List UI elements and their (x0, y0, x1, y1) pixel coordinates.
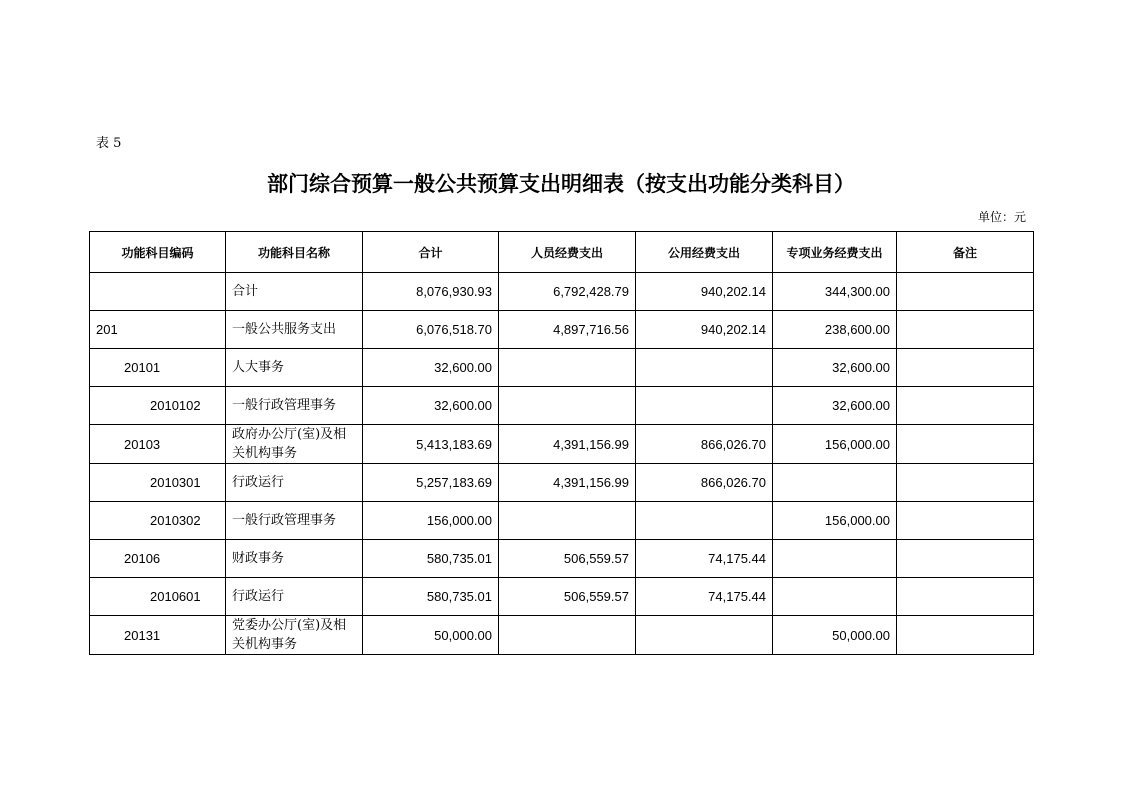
table-row (90, 502, 1034, 540)
cell-name: 政府办公厅(室)及相关机构事务 (226, 425, 363, 464)
header-public: 公用经费支出 (636, 232, 773, 273)
cell-special: 32,600.00 (773, 349, 897, 387)
budget-table (89, 231, 1034, 655)
cell-note (897, 311, 1034, 349)
cell-code: 20106 (90, 540, 226, 578)
cell-name: 党委办公厅(室)及相关机构事务 (226, 616, 363, 655)
header-code: 功能科目编码 (90, 232, 226, 273)
cell-note (897, 387, 1034, 425)
cell-note (897, 464, 1034, 502)
table-row (90, 425, 1034, 464)
cell-special: 238,600.00 (773, 311, 897, 349)
cell-note (897, 616, 1034, 655)
cell-public: 940,202.14 (636, 311, 773, 349)
header-total: 合计 (363, 232, 499, 273)
cell-public (636, 502, 773, 540)
cell-name: 人大事务 (226, 349, 363, 387)
cell-personnel (499, 387, 636, 425)
table-row (90, 616, 1034, 655)
cell-total: 156,000.00 (363, 502, 499, 540)
cell-public: 74,175.44 (636, 578, 773, 616)
table-row (90, 464, 1034, 502)
table-row (90, 578, 1034, 616)
cell-total: 6,076,518.70 (363, 311, 499, 349)
cell-total: 50,000.00 (363, 616, 499, 655)
cell-special: 156,000.00 (773, 502, 897, 540)
cell-special: 50,000.00 (773, 616, 897, 655)
cell-total: 32,600.00 (363, 349, 499, 387)
cell-public: 866,026.70 (636, 464, 773, 502)
cell-note (897, 578, 1034, 616)
cell-name: 行政运行 (226, 464, 363, 502)
cell-total: 580,735.01 (363, 578, 499, 616)
cell-note (897, 349, 1034, 387)
cell-note (897, 273, 1034, 311)
cell-note (897, 502, 1034, 540)
cell-public (636, 349, 773, 387)
cell-public: 940,202.14 (636, 273, 773, 311)
header-note: 备注 (897, 232, 1034, 273)
cell-special: 156,000.00 (773, 425, 897, 464)
cell-code: 201 (90, 311, 226, 349)
cell-personnel (499, 616, 636, 655)
cell-name: 行政运行 (226, 578, 363, 616)
cell-personnel (499, 349, 636, 387)
cell-personnel: 506,559.57 (499, 540, 636, 578)
cell-special (773, 540, 897, 578)
cell-code: 2010102 (90, 387, 226, 425)
cell-public: 866,026.70 (636, 425, 773, 464)
cell-code: 20101 (90, 349, 226, 387)
header-special: 专项业务经费支出 (773, 232, 897, 273)
cell-name: 一般公共服务支出 (226, 311, 363, 349)
table-row (90, 387, 1034, 425)
table-row (90, 311, 1034, 349)
table-row (90, 349, 1034, 387)
cell-note (897, 540, 1034, 578)
cell-code: 20131 (90, 616, 226, 655)
page-title: 部门综合预算一般公共预算支出明细表（按支出功能分类科目） (267, 172, 855, 196)
table-row (90, 273, 1034, 311)
cell-code: 2010301 (90, 464, 226, 502)
cell-personnel: 6,792,428.79 (499, 273, 636, 311)
cell-total: 8,076,930.93 (363, 273, 499, 311)
header-personnel: 人员经费支出 (499, 232, 636, 273)
cell-total: 580,735.01 (363, 540, 499, 578)
cell-total: 32,600.00 (363, 387, 499, 425)
cell-personnel: 4,897,716.56 (499, 311, 636, 349)
cell-total: 5,413,183.69 (363, 425, 499, 464)
cell-code: 2010601 (90, 578, 226, 616)
cell-special: 32,600.00 (773, 387, 897, 425)
cell-code (90, 273, 226, 311)
cell-name: 一般行政管理事务 (226, 502, 363, 540)
cell-code: 20103 (90, 425, 226, 464)
cell-name: 财政事务 (226, 540, 363, 578)
cell-special (773, 578, 897, 616)
cell-note (897, 425, 1034, 464)
cell-personnel (499, 502, 636, 540)
table-header-row (90, 232, 1034, 273)
table-row (90, 540, 1034, 578)
cell-special (773, 464, 897, 502)
cell-public (636, 387, 773, 425)
cell-name: 一般行政管理事务 (226, 387, 363, 425)
cell-special: 344,300.00 (773, 273, 897, 311)
cell-personnel: 4,391,156.99 (499, 464, 636, 502)
cell-personnel: 506,559.57 (499, 578, 636, 616)
cell-total: 5,257,183.69 (363, 464, 499, 502)
cell-personnel: 4,391,156.99 (499, 425, 636, 464)
header-name: 功能科目名称 (226, 232, 363, 273)
cell-public: 74,175.44 (636, 540, 773, 578)
cell-public (636, 616, 773, 655)
cell-name: 合计 (226, 273, 363, 311)
cell-code: 2010302 (90, 502, 226, 540)
table-number: 表 5 (96, 136, 122, 151)
unit-label: 单位：元 (977, 210, 1026, 224)
